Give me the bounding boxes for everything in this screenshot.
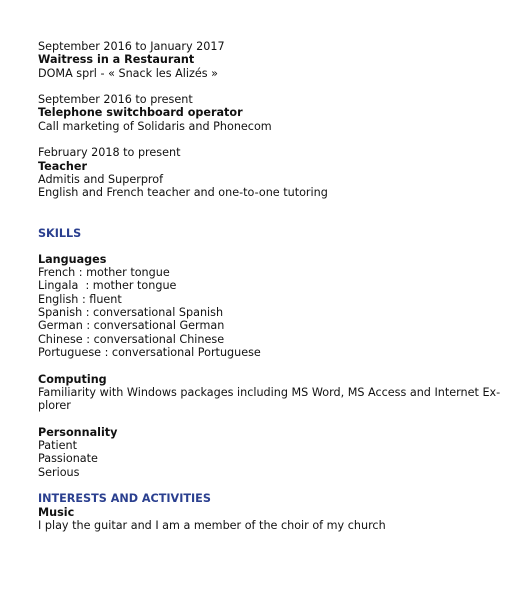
experience-date: February 2018 to present <box>38 146 181 160</box>
interest-title: Music <box>38 505 75 519</box>
interest-text: I play the guitar and I am a member of the choir of my church <box>38 518 386 532</box>
languages-section <box>38 253 508 359</box>
language-item: Portuguese : conversational Portuguese <box>38 345 261 359</box>
computing-title: Computing <box>38 372 107 386</box>
resume-page <box>38 40 508 532</box>
language-item: English : fluent <box>38 292 122 306</box>
interests-heading: INTERESTS AND ACTIVITIES <box>38 492 211 506</box>
personality-title: Personnality <box>38 425 118 439</box>
experience-entry <box>38 40 508 80</box>
experience-detail: Call marketing of Solidaris and Phonecom <box>38 119 272 133</box>
language-item: Spanish : conversational Spanish <box>38 306 224 320</box>
experience-title: Telephone switchboard operator <box>38 106 243 120</box>
experience-date: September 2016 to present <box>38 93 193 107</box>
experience-date: September 2016 to January 2017 <box>38 40 225 53</box>
experience-detail: English and French teacher and one-to-one tutoring <box>38 186 328 200</box>
personality-item: Passionate <box>38 452 98 466</box>
language-item: Lingala : mother tongue <box>38 279 177 293</box>
skills-heading: SKILLS <box>38 226 82 240</box>
personality-item: Patient <box>38 439 77 453</box>
language-item: French : mother tongue <box>38 266 170 280</box>
experience-title: Waitress in a Restaurant <box>38 53 195 67</box>
experience-detail: DOMA sprl - « Snack les Alizés » <box>38 66 218 80</box>
experience-entry <box>38 146 508 199</box>
personality-item: Serious <box>38 465 80 479</box>
personality-section <box>38 426 508 479</box>
language-item: German : conversational German <box>38 319 225 333</box>
languages-title: Languages <box>38 252 107 266</box>
computing-section <box>38 373 508 413</box>
experience-detail: Admitis and Superprof <box>38 172 164 186</box>
experience-entry <box>38 93 508 133</box>
language-item: Chinese : conversational Chinese <box>38 332 225 346</box>
experience-title: Teacher <box>38 159 87 173</box>
computing-text: Familiarity with Windows packages including MS Word, MS Access and Internet Ex- <box>38 385 501 399</box>
computing-text: plorer <box>38 399 71 413</box>
